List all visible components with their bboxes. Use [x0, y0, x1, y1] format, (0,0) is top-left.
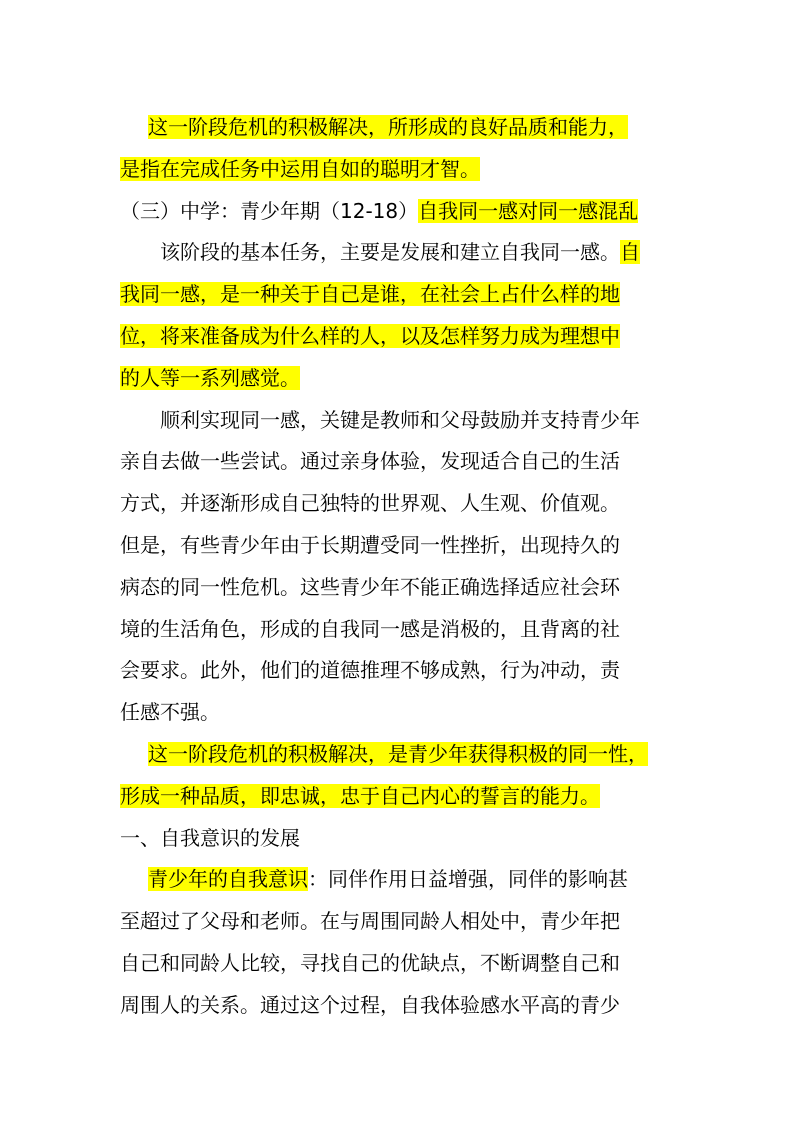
text-line [120, 278, 620, 310]
text-segment: 自己和同龄人比较，寻找自己的优缺点，不断调整自己和 [120, 951, 620, 975]
text-line [120, 822, 300, 854]
text-line [120, 487, 620, 519]
highlighted-text: 自 [620, 240, 640, 265]
text-segment: （三）中学：青少年期（12-18） [120, 198, 419, 223]
highlighted-text: 位，将来准备成为什么样的人，以及怎样努力成为理想中 [120, 324, 620, 348]
text-segment [120, 111, 148, 143]
text-line [120, 863, 628, 895]
text-segment: ：同伴作用日益增强，同伴的影响甚 [308, 867, 628, 892]
text-line [120, 613, 620, 645]
text-line [120, 404, 640, 436]
text-line [120, 195, 638, 227]
text-line [120, 696, 220, 728]
text-line [120, 780, 600, 812]
text-line [120, 111, 628, 143]
text-line [120, 989, 620, 1021]
highlighted-text: 这一阶段危机的积极解决，所形成的良好品质和能力， [148, 115, 628, 139]
highlighted-text: 形成一种品质，即忠诚，忠于自己内心的誓言的能力。 [120, 783, 600, 808]
text-segment: 一、自我意识的发展 [120, 825, 300, 850]
text-line [120, 236, 640, 268]
highlighted-text: 是指在完成任务中运用自如的聪明才智。 [120, 156, 480, 181]
highlighted-text: 青少年的自我意识 [148, 867, 308, 892]
text-segment: 会要求。此外，他们的道德推理不够成熟，行为冲动，责 [120, 658, 620, 683]
text-segment: 但是，有些青少年由于长期遭受同一性挫折，出现持久的 [120, 533, 620, 557]
text-line [120, 571, 620, 603]
highlighted-text: 我同一感，是一种关于自己是谁，在社会上占什么样的地 [120, 282, 620, 307]
text-segment: 方式，并逐渐形成自己独特的世界观、人生观、价值观。 [120, 491, 620, 516]
text-segment: 该阶段的基本任务，主要是发展和建立自我同一感。 [120, 240, 620, 265]
text-segment: 周围人的关系。通过这个过程，自我体验感水平高的青少 [120, 992, 620, 1017]
text-line [120, 320, 620, 352]
highlighted-text: 这一阶段危机的积极解决，是青少年获得积极的同一性， [148, 742, 648, 766]
text-segment [120, 863, 148, 895]
text-line [120, 947, 620, 979]
text-segment: 至超过了父母和老师。在与周围同龄人相处中，青少年把 [120, 909, 620, 934]
highlighted-text: 的人等一系列感觉。 [120, 365, 300, 390]
text-line [120, 905, 620, 937]
text-segment: 任感不强。 [120, 700, 220, 725]
text-line [120, 153, 480, 185]
text-line [120, 529, 620, 561]
text-line [120, 445, 620, 477]
text-line [120, 654, 620, 686]
highlighted-text: 自我同一感对同一感混乱 [418, 198, 639, 223]
text-segment: 境的生活角色，形成的自我同一感是消极的，且背离的社 [120, 616, 620, 641]
text-segment: 亲自去做一些尝试。通过亲身体验，发现适合自己的生活 [120, 449, 620, 474]
text-segment: 病态的同一性危机。这些青少年不能正确选择适应社会环 [120, 574, 620, 599]
text-segment [120, 738, 148, 770]
text-line [120, 362, 300, 394]
text-line [120, 738, 648, 770]
text-segment: 顺利实现同一感，关键是教师和父母鼓励并支持青少年 [120, 407, 640, 432]
